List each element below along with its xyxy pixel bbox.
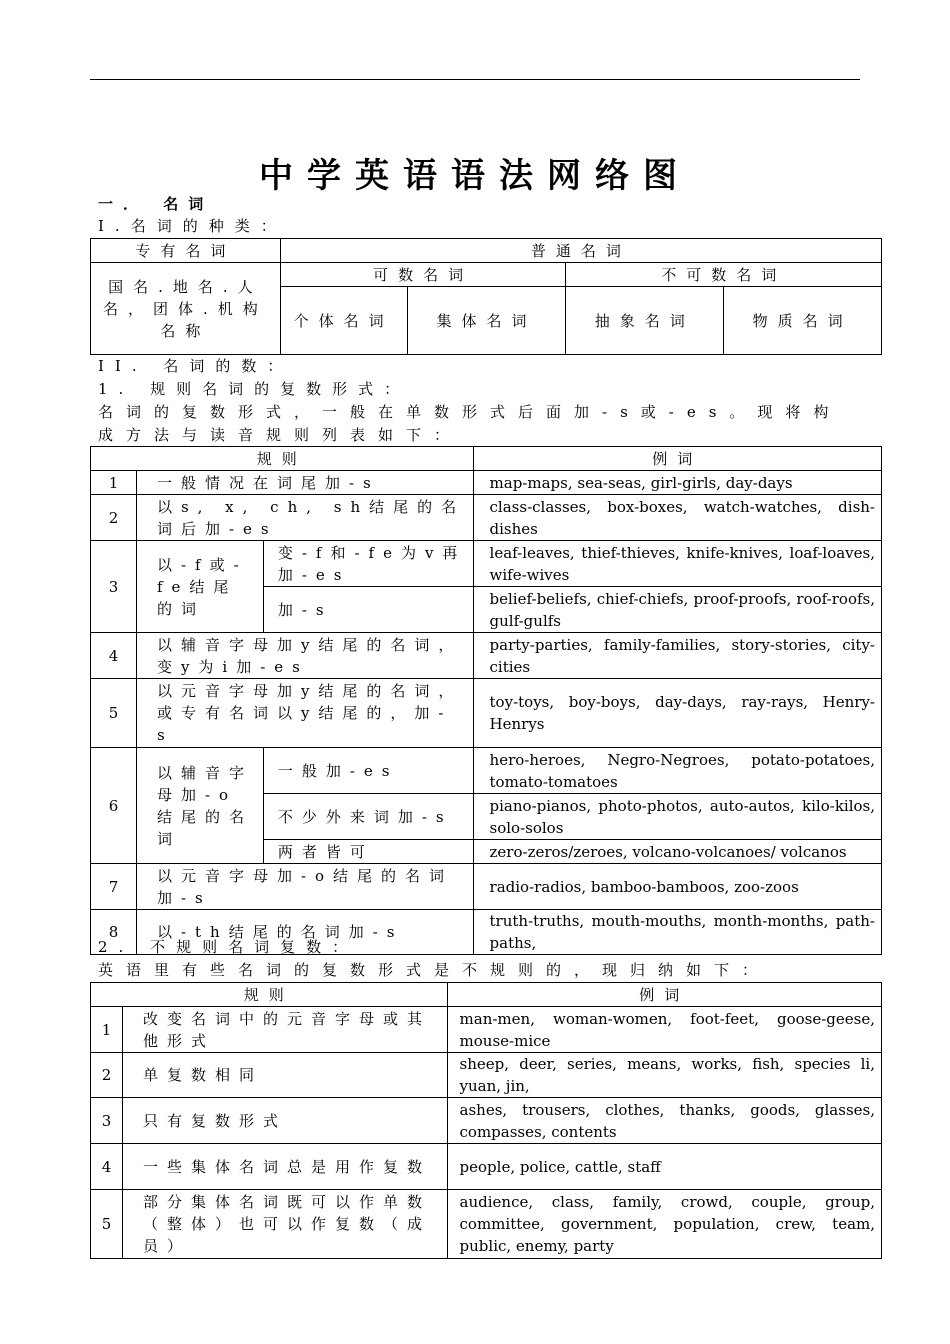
row-number: 7 [91,864,137,910]
table-row [91,1007,882,1053]
subheading-noun-number: II. 名词的数： [98,357,294,375]
example-text: truth-truths, mouth-mouths, month-months, path-paths, [473,910,881,955]
sub-rule-text: 不少外来词加-s [263,794,473,840]
row-number: 6 [91,748,137,864]
rule-text: 以辅音字母加y结尾的名词，变y为i加-es [136,633,473,679]
paragraph-regular-1: 名词的复数形式，一般在单数形式后面加-s或-es。现将构 [98,403,842,421]
table-row [91,1098,882,1144]
row-number: 8 [91,910,137,955]
rule-text: 单复数相同 [122,1053,447,1098]
example-text: class-classes, box-boxes, watch-watches, dish-dishes [473,495,881,541]
material-noun: 物质名词 [724,287,882,355]
table-row [91,748,882,794]
page-title: 中学英语语法网络图 [259,156,691,196]
rule-text: 部分集体名词既可以作单数（整体）也可以作复数（成员） [122,1190,447,1259]
irregular-plural-table [90,982,882,1259]
example-text: ashes, trousers, clothes, thanks, goods, glasses, compasses, contents [447,1098,881,1144]
table-row [91,495,882,541]
rule-text: 以元音字母加-o结尾的名词加-s [136,864,473,910]
example-text: sheep, deer, series, means, works, fish, species li, yuan, jin, [447,1053,881,1098]
example-text: map-maps, sea-seas, girl-girls, day-days [473,471,881,495]
countable-noun-header: 可数名词 [280,263,566,287]
subheading-regular-plural: 1. 规则名词的复数形式： [98,380,411,398]
sub-rule-text: 两者皆可 [263,840,473,864]
rule-column-header: 规则 [91,983,448,1007]
individual-noun: 个体名词 [280,287,407,355]
row-number: 4 [91,1144,123,1190]
uncountable-noun-header: 不可数名词 [566,263,882,287]
rule-text: 以-f或-fe结尾的词 [136,541,263,633]
example-text: piano-pianos, photo-photos, auto-autos, kilo-kilos, solo-solos [473,794,881,840]
proper-noun-header: 专有名词 [91,239,281,263]
table-row [91,471,882,495]
common-noun-header: 普通名词 [280,239,881,263]
collective-noun: 集体名词 [407,287,566,355]
row-number: 2 [91,495,137,541]
row-number: 2 [91,1053,123,1098]
row-number: 3 [91,541,137,633]
rule-text: 以-th结尾的名词加-s [136,910,473,955]
section-heading-noun: 一． 名词 [98,195,214,213]
row-number: 1 [91,471,137,495]
rule-text: 以元音字母加y结尾的名词，或专有名词以y结尾的，加-s [136,679,473,748]
example-text: party-parties, family-families, story-stories, city-cities [473,633,881,679]
rule-text: 一些集体名词总是用作复数 [122,1144,447,1190]
row-number: 5 [91,1190,123,1259]
rule-text: 一般情况在词尾加-s [136,471,473,495]
example-text: zero-zeros/zeroes, volcano-volcanoes/ volcanos [473,840,881,864]
example-text: belief-beliefs, chief-chiefs, proof-proofs, roof-roofs, gulf-gulfs [473,587,881,633]
table-row [91,633,882,679]
row-number: 1 [91,1007,123,1053]
paragraph-regular-2: 成方法与读音规则列表如下： [98,426,463,444]
proper-noun-description: 国名.地名.人名，团体.机构名称 [91,263,281,355]
example-text: audience, class, family, crowd, couple, group, committee, government, population, crew, team, public, enemy, party [447,1190,881,1259]
example-column-header: 例词 [447,983,881,1007]
row-number: 4 [91,633,137,679]
example-text: man-men, woman-women, foot-feet, goose-geese, mouse-mice [447,1007,881,1053]
table-row [91,864,882,910]
table-row [91,679,882,748]
rule-text: 改变名词中的元音字母或其他形式 [122,1007,447,1053]
table-row [91,1144,882,1190]
table-row [91,1053,882,1098]
header-rule [90,79,860,80]
example-text: hero-heroes, Negro-Negroes, potato-potatoes, tomato-tomatoes [473,748,881,794]
sub-rule-text: 变-f和-fe为v再加-es [263,541,473,587]
rule-text: 以辅音字母加-o结尾的名词 [136,748,263,864]
sub-rule-text: 一般加-es [263,748,473,794]
row-number: 5 [91,679,137,748]
rule-text: 以s, x, ch, sh结尾的名词后加-es [136,495,473,541]
abstract-noun: 抽象名词 [566,287,724,355]
regular-plural-table [90,446,882,955]
example-text: leaf-leaves, thief-thieves, knife-knives, loaf-loaves, wife-wives [473,541,881,587]
table-row [91,1190,882,1259]
rule-column-header: 规则 [91,447,474,471]
noun-types-table [90,238,882,355]
rule-text: 只有复数形式 [122,1098,447,1144]
table-row [91,541,882,587]
sub-rule-text: 加-s [263,587,473,633]
row-number: 3 [91,1098,123,1144]
subheading-irregular-plural: 2. 不规则名词复数： [98,938,359,956]
example-text: people, police, cattle, staff [447,1144,881,1190]
subheading-noun-types: I.名词的种类： [98,217,287,235]
example-text: toy-toys, boy-boys, day-days, ray-rays, Henry-Henrys [473,679,881,748]
example-text: radio-radios, bamboo-bamboos, zoo-zoos [473,864,881,910]
example-column-header: 例词 [473,447,881,471]
paragraph-irregular: 英语里有些名词的复数形式是不规则的，现归纳如下： [98,961,771,979]
